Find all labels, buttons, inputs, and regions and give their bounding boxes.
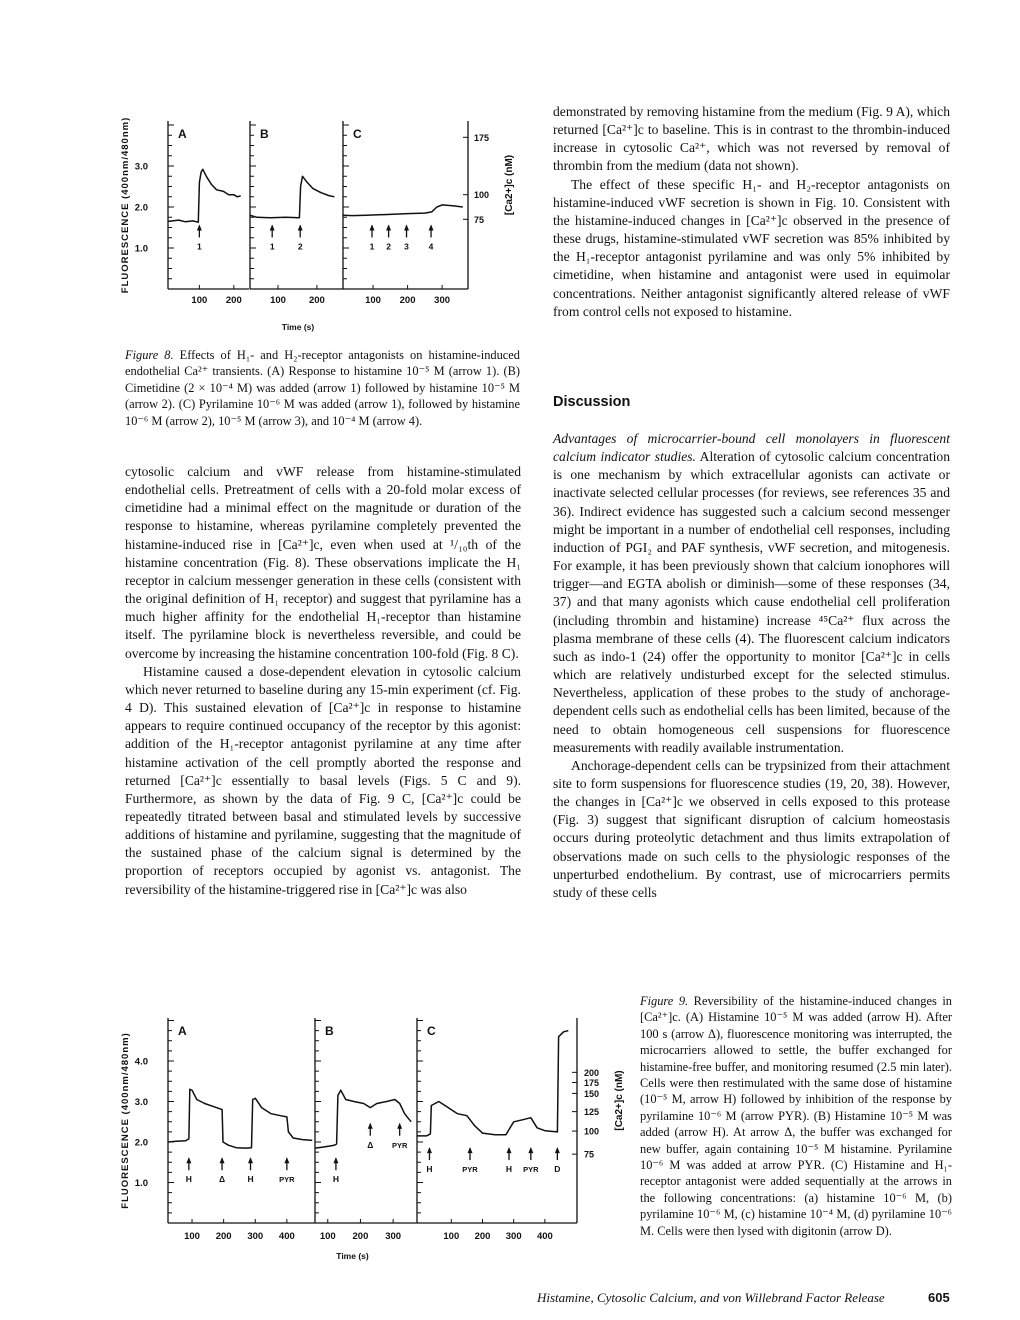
figure-9-xtick-label: 100 [443,1231,460,1242]
figure-8-arrow-label: 2 [297,241,303,252]
figure-9-arrowhead-icon [248,1157,253,1163]
figure-9-ytick-label: 4.0 [134,1056,148,1068]
figure-8-arrow-label: 1 [369,241,375,252]
figure-9-arrowhead-icon [507,1147,512,1153]
figure-8-arrow-label: 2 [386,241,391,252]
figure-9-trace-B [315,1090,411,1148]
figure-8-arrowhead-icon [404,224,409,230]
figure-9-arrow-label: PYR [279,1175,295,1185]
figure-8-xtick-label: 100 [270,295,286,306]
figure-9-xtick-label: 100 [184,1231,200,1242]
figure-9-arrowhead-icon [186,1157,191,1163]
figure-9-arrowhead-icon [468,1147,473,1153]
body-paragraph: Alteration of cytosolic calcium concentration is one mechanism by which extracellular agonists can activate or inactivate selected cellular processes (for reviews, see references 35 and 36). Indirect evidence has suggested such a calcium second messenger might be important in a number of endothelial cell responses, including induction of PGI₂ and PAF synthesis, vWF secretion, and mitogenesis. For example, it has been previously shown that calcium ionophores will trigger—and EGTA abolish or diminish—some of these responses (34, 37) and that many agonists which cause endothelial cell proliferation (including thrombin and histamine) increase ⁴⁵Ca²⁺ flux across the plasma membrane of these cells (4). The fluorescent calcium indicators such as indo-1 (24) offer the opportunity to monitor [Ca²⁺]c in cells which are relatively undisturbed except for the selected stimulus. Nevertheless, application of these probes to the study of anchorage-dependent cells such as endothelial cells has been limited, because of the need to obtain homogeneous cell suspensions for fluorescence measurements with readily available instrumentation. [553,449,950,755]
figure-9-xtick-label: 200 [215,1231,232,1242]
left-column [125,463,521,899]
figure-9-y2tick-label: 200 [584,1067,600,1078]
figure-9-panel-label: A [178,1024,187,1038]
figure-8-panel-label: A [178,127,187,141]
figure-9-y2tick-label: 175 [584,1077,600,1088]
figure-9-arrow-label: PYR [523,1165,539,1175]
figure-9-ytick-label: 3.0 [134,1097,148,1108]
figure-9-y2tick-label: 150 [584,1088,600,1099]
figure-8-trace-A [168,169,241,222]
figure-8-y2label: [Ca2+]c (nM) [504,154,515,216]
figure-8-caption-label: Figure 8. [125,348,174,362]
figure-9-ytick-label: 2.0 [134,1137,148,1149]
body-paragraph: Histamine caused a dose-dependent elevation in cytosolic calcium which never returned to baseline during any 15-min experiment (cf. Fig. 4 D). This sustained elevation of [Ca²⁺]c in response to histamine appears to require continued occupancy of the receptor by this agonist: addition of the H₁-receptor antagonist pyrilamine at any time after histamine activation of the cell promptly aborted the response and returned [Ca²⁺]c essentially to basal levels (Figs. 5 C and 9). Furthermore, as shown by the data of Fig. 9 C, [Ca²⁺]c could be repeatedly titrated between basal and stimulated levels by successive additions of histamine and pyrilamine, suggesting that the magnitude of the sustained phase of the calcium signal is determined by the proportion of receptors occupied by agonist vs. antagonist. The reversibility of the histamine-triggered rise in [Ca²⁺]c was also [125,663,521,897]
figure-8-ytick-label: 3.0 [134,161,148,173]
figure-9-ylabel: FLUORESCENCE (400nm/480nm) [120,1032,131,1209]
figure-8-caption [125,347,520,429]
figure-8-xtick-label: 200 [225,295,242,306]
figure-8-caption-text: Effects of H₁- and H₂-receptor antagonists on histamine-induced endothelial Ca²⁺ transients. (A) Response to histamine 10⁻⁵ M (arrow 1). (B) Cimetidine (2 × 10⁻⁴ M) was added (arrow 1) followed by histamine 10⁻⁵ M (arrow 2). (C) Pyrilamine 10⁻⁶ M was added (arrow 1), followed by histamine 10⁻⁶ M (arrow 2), 10⁻⁵ M (arrow 3), and 10⁻⁴ M (arrow 4). [125,348,520,428]
figure-9-arrowhead-icon [528,1147,533,1153]
figure-9-y2tick-label: 100 [584,1126,600,1137]
figure-9-xtick-label: 300 [505,1231,522,1242]
figure-9-arrow-label: H [332,1174,339,1185]
body-paragraph: The effect of these specific H₁- and H₂-receptor antagonists on histamine-induced vWF secretion is shown in Fig. 10. Consistent with the histamine-induced changes in [Ca²⁺]c observed in the presence of these drugs, histamine-stimulated vWF secretion was 85% inhibited by the H₁-receptor antagonist pyrilamine and was only 5% inhibited by cimetidine, when histamine and antagonist were used in equimolar concentrations. Neither antagonist significantly altered release of vWF from control cells not exposed to histamine. [553,176,950,319]
right-column [553,103,950,321]
figure-9-arrowhead-icon [555,1147,560,1153]
figure-9-arrow-label: PYR [462,1165,478,1175]
page-number: 605 [928,1290,950,1305]
figure-8-y2tick-label: 100 [474,190,490,201]
figure-9-panel-label: C [427,1024,436,1038]
figure-9-arrow-label: H [505,1164,513,1175]
figure-9-y2label: [Ca2+]c (nM) [614,1070,625,1131]
figure-9-y2tick-label: 125 [584,1107,600,1118]
figure-8-arrowhead-icon [429,224,434,230]
figure-9-trace-A [168,1089,312,1148]
figure-9-ytick-label: 1.0 [134,1178,148,1189]
figure-9-arrow-label: H [247,1174,254,1185]
figure-8-arrow-label: 1 [269,241,275,252]
figure-9-arrowhead-icon [333,1157,338,1163]
figure-8-xtick-label: 100 [365,295,381,306]
figure-9-xtick-label: 300 [247,1231,264,1242]
figure-9-xtick-label: 200 [352,1231,369,1242]
body-paragraph: Anchorage-dependent cells can be trypsinized from their attachment site to form suspensions for fluorescence studies (19, 20, 38). However, the changes in [Ca²⁺]c we observed in cells exposed to this protease (Fig. 3) suggest that significant disruption of calcium homeostasis occurs during proteolytic detachment and thus limits extrapolation of observations made on such cells to the physiologic responses of the unperturbed endothelium. By contrast, use of microcarriers permits study of these cells [553,757,950,900]
figure-9-arrowhead-icon [220,1157,225,1163]
figure-9-arrowhead-icon [368,1123,373,1129]
figure-8-panel-label: B [260,127,269,141]
figure-8-arrowhead-icon [386,224,391,230]
figure-9-arrow-label: H [185,1174,192,1185]
figure-8-xtick-label: 100 [191,295,208,306]
figure-9-caption [640,993,952,1239]
figure-8-trace-B [250,176,334,217]
figure-8-xtick-label: 300 [434,295,451,306]
body-paragraph: demonstrated by removing histamine from the medium (Fig. 9 A), which returned [Ca²⁺]c to baseline. This is in contrast to the thrombin-induced increase in cytosolic Ca²⁺, which was not reversed by removal of thrombin from the medium (data not shown). [553,104,950,174]
figure-8-trace-C [343,205,463,216]
paragraph-lead: Advantages of microcarrier-bound cell monolayers in fluorescent calcium indicator studies. [553,431,950,465]
figure-9-arrow-label: Δ [219,1174,226,1185]
figure-9-xtick-label: 400 [536,1231,553,1242]
figure-9-xtick-label: 400 [278,1231,295,1242]
figure-9-caption-label: Figure 9. [640,994,689,1008]
figure-9-arrowhead-icon [284,1157,289,1163]
figure-8-arrowhead-icon [298,224,303,230]
figure-8-arrowhead-icon [270,224,275,230]
figure-8-arrow-label: 1 [196,241,202,252]
figure-9-xtick-label: 100 [319,1231,336,1242]
right-column-discussion [553,430,950,902]
figure-8-ytick-label: 1.0 [134,243,148,255]
figure-8-y2tick-label: 175 [474,132,490,143]
section-heading-discussion: Discussion [553,394,631,410]
figure-9-arrowhead-icon [397,1123,402,1129]
figure-8-ytick-label: 2.0 [134,202,148,214]
figure-9-y2tick-label: 75 [584,1149,595,1160]
figure-9-arrow-label: H [426,1164,433,1175]
figure-9-arrowhead-icon [427,1147,432,1153]
figure-8-xtick-label: 200 [308,295,325,306]
figure-8-xtick-label: 200 [399,295,416,306]
figure-9-xtick-label: 200 [474,1231,491,1242]
figure-9-arrow-label: D [554,1164,561,1175]
figure-9-xtick-label: 300 [385,1231,402,1242]
figure-8-arrowhead-icon [197,224,202,230]
figure-9-caption-text: Reversibility of the histamine-induced changes in [Ca²⁺]c. (A) Histamine 10⁻⁵ M was added (arrow H). After 100 s (arrow Δ), fluorescence monitoring was interrupted, the microcarriers allowed to settle, the buffer exchanged for histamine-free buffer, and monitoring resumed (2.5 min later). Cells were then restimulated with the same dose of histamine (10⁻⁵ M, arrow H) followed by inhibition of the response by pyrilamine 10⁻⁶ M (arrow PYR). (B) Histamine 10⁻⁵ M was added (arrow H). At arrow Δ, the buffer was exchanged for new buffer, again containing 10⁻⁵ M histamine. Pyrilamine 10⁻⁶ M was added at arrow PYR. (C) Histamine and H₁-receptor antagonist were added sequentially at the arrows in the following concentrations: (a) histamine 10⁻⁶ M, (b) pyrilamine 10⁻⁶ M, (c) histamine 10⁻⁴ M, (d) pyrilamine 10⁻⁶ M. Cells were then lysed with digitonin (arrow D). [640,994,952,1238]
running-title: Histamine, Cytosolic Calcium, and von Willebrand Factor Release [537,1290,885,1305]
body-paragraph: cytosolic calcium and vWF release from histamine-stimulated endothelial cells. Pretreatment of cells with a 20-fold molar excess of cimetidine had a minimal effect on the magnitude or duration of the response to histamine, whereas pyrilamine completely prevented the histamine-induced rise in [Ca²⁺]c, even when used at ¹/₁₀th of the histamine concentration (Fig. 8). These observations implicate the H₁ receptor in calcium messenger generation in these cells (consistent with the original definition of H₁ receptor) and suggest that pyrilamine has a much higher affinity for the endothelial H₁-receptor than histamine itself. The pyrilamine block is nevertheless reversible, and could be overcome by increasing the histamine concentration 100-fold (Fig. 8 C). [125,464,521,661]
figure-9-panel-label: B [325,1024,334,1038]
figure-8-y2tick-label: 75 [474,214,485,225]
figure-8-arrowhead-icon [370,224,375,230]
figure-9-trace-C [417,1031,568,1136]
figure-8-arrow-label: 3 [404,241,409,252]
figure-8-ylabel: FLUORESCENCE (400nm/480nm) [120,116,131,294]
figure-8-xlabel: Time (s) [281,322,315,332]
figure-9-arrow-label: Δ [367,1139,374,1150]
figure-8-arrow-label: 4 [428,241,434,252]
figure-8-panel-label: C [353,127,362,141]
figure-9-arrow-label: PYR [391,1140,408,1150]
figure-9-xlabel: Time (s) [336,1251,369,1261]
